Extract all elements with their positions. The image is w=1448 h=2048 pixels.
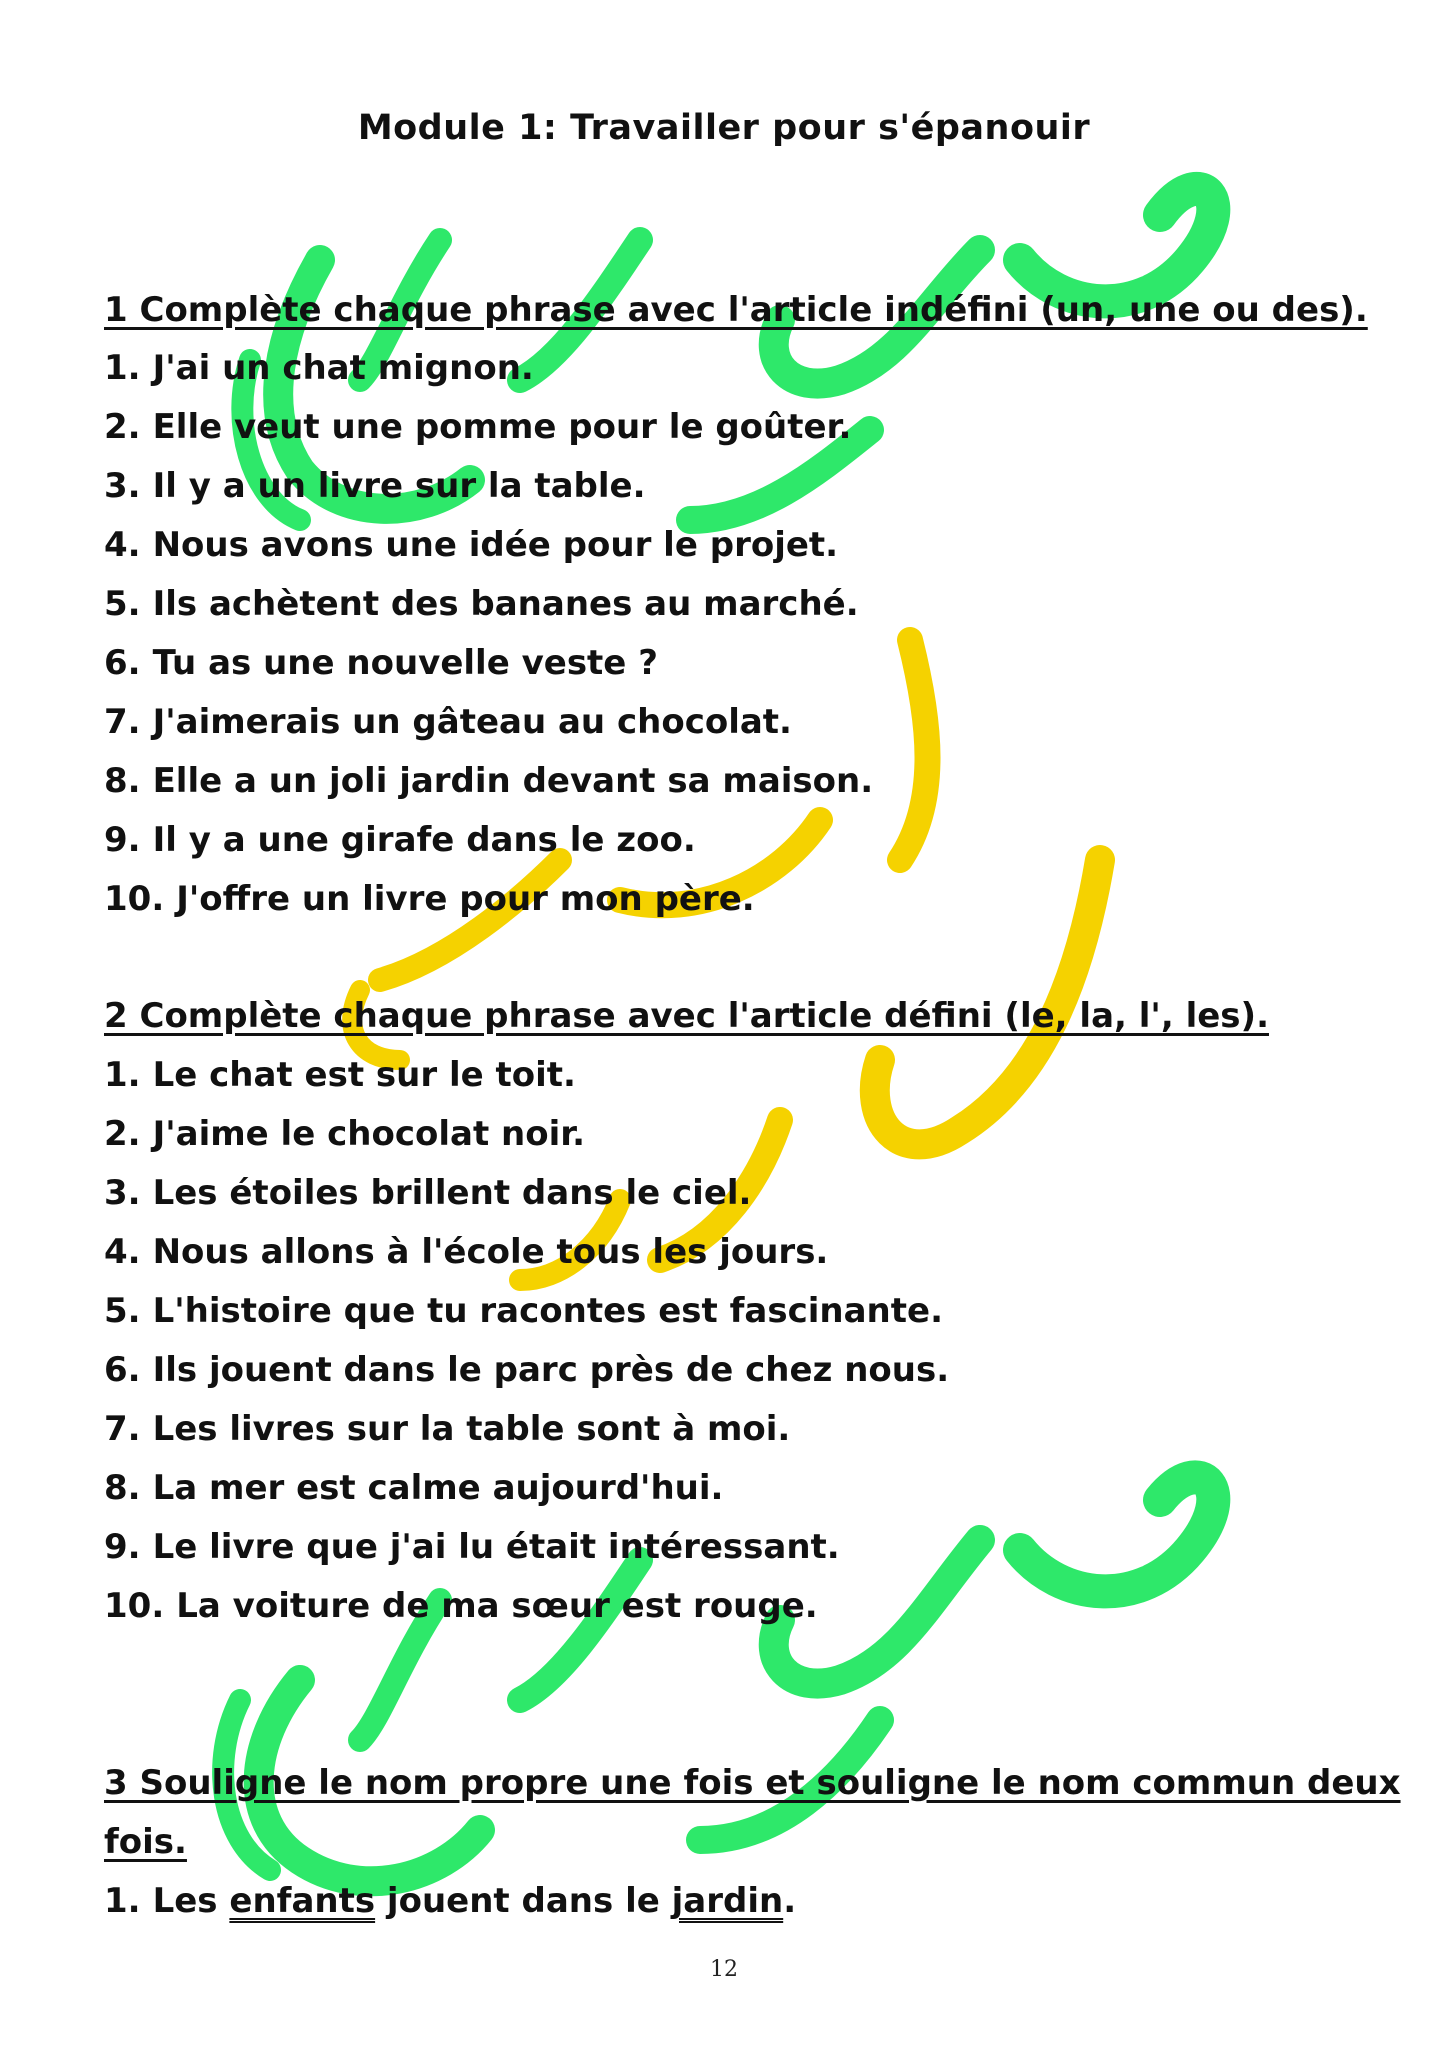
item-number: 2.	[104, 407, 141, 447]
item-text: .	[783, 1881, 797, 1921]
item-text: Nous allons à l'école tous les jours.	[152, 1232, 829, 1272]
exercise-line	[104, 879, 755, 919]
item-number: 10.	[104, 879, 165, 919]
exercise-line	[104, 1055, 576, 1095]
exercise-line	[104, 1527, 840, 1567]
item-number: 4.	[104, 1232, 141, 1272]
item-text: Tu as une nouvelle veste ?	[152, 643, 658, 683]
section-3-heading-continued: fois.	[104, 1822, 187, 1862]
section-1-heading: 1 Complète chaque phrase avec l'article indéfini (un, une ou des).	[104, 290, 1368, 330]
exercise-line	[104, 584, 859, 624]
exercise-line	[104, 1586, 818, 1626]
item-text: Elle veut une pomme pour le goûter.	[152, 407, 852, 447]
item-text: Les	[152, 1881, 230, 1921]
item-number: 1.	[104, 1055, 141, 1095]
item-text: Le livre que j'ai lu était intéressant.	[152, 1527, 840, 1567]
item-number: 8.	[104, 1468, 141, 1508]
item-number: 7.	[104, 1409, 141, 1449]
item-text: L'histoire que tu racontes est fascinante.	[152, 1291, 943, 1331]
item-number: 3.	[104, 1173, 141, 1213]
exercise-line	[104, 761, 873, 801]
item-text: Le chat est sur le toit.	[152, 1055, 576, 1095]
item-text: Les étoiles brillent dans le ciel.	[152, 1173, 752, 1213]
item-number: 2.	[104, 1114, 141, 1154]
exercise-line	[104, 1173, 751, 1213]
exercise-line	[104, 1881, 796, 1921]
item-number: 5.	[104, 584, 141, 624]
exercise-line	[104, 1114, 585, 1154]
item-text: Ils jouent dans le parc près de chez nous.	[152, 1350, 950, 1390]
item-number: 10.	[104, 1586, 165, 1626]
exercise-line	[104, 1468, 723, 1508]
common-noun-double-underline: enfants	[229, 1881, 376, 1921]
exercise-line	[104, 702, 792, 742]
common-noun-double-underline: jardin	[671, 1881, 784, 1921]
item-text: Nous avons une idée pour le projet.	[152, 525, 839, 565]
item-text: jouent dans le	[375, 1881, 672, 1921]
item-number: 6.	[104, 1350, 141, 1390]
item-number: 4.	[104, 525, 141, 565]
item-number: 5.	[104, 1291, 141, 1331]
item-number: 7.	[104, 702, 141, 742]
item-text: Ils achètent des bananes au marché.	[152, 584, 859, 624]
exercise-line	[104, 1291, 943, 1331]
item-text: J'offre un livre pour mon père.	[176, 879, 755, 919]
exercise-line	[104, 407, 851, 447]
item-text: J'ai un chat mignon.	[152, 348, 534, 388]
exercise-line	[104, 1232, 828, 1272]
item-number: 8.	[104, 761, 141, 801]
exercise-line	[104, 348, 534, 388]
exercise-line	[104, 643, 658, 683]
section-2-heading: 2 Complète chaque phrase avec l'article défini (le, la, l', les).	[104, 996, 1269, 1036]
item-text: Il y a un livre sur la table.	[152, 466, 646, 506]
exercise-line	[104, 1350, 949, 1390]
item-text: Elle a un joli jardin devant sa maison.	[152, 761, 874, 801]
item-number: 1.	[104, 348, 141, 388]
page-number: 12	[710, 1957, 738, 1982]
page-title: Module 1: Travailler pour s'épanouir	[357, 108, 1091, 148]
exercise-line	[104, 466, 646, 506]
exercise-line	[104, 1409, 790, 1449]
item-number: 1.	[104, 1881, 141, 1921]
item-number: 3.	[104, 466, 141, 506]
item-text: J'aime le chocolat noir.	[152, 1114, 586, 1154]
exercise-line	[104, 525, 838, 565]
item-text: La mer est calme aujourd'hui.	[152, 1468, 724, 1508]
item-text: Les livres sur la table sont à moi.	[152, 1409, 791, 1449]
item-number: 9.	[104, 1527, 141, 1567]
item-text: La voiture de ma sœur est rouge.	[176, 1586, 818, 1626]
exercise-line	[104, 820, 696, 860]
item-text: Il y a une girafe dans le zoo.	[152, 820, 696, 860]
item-text: J'aimerais un gâteau au chocolat.	[152, 702, 792, 742]
item-number: 9.	[104, 820, 141, 860]
section-3-heading: 3 Souligne le nom propre une fois et souligne le nom commun deux	[104, 1763, 1401, 1803]
item-number: 6.	[104, 643, 141, 683]
